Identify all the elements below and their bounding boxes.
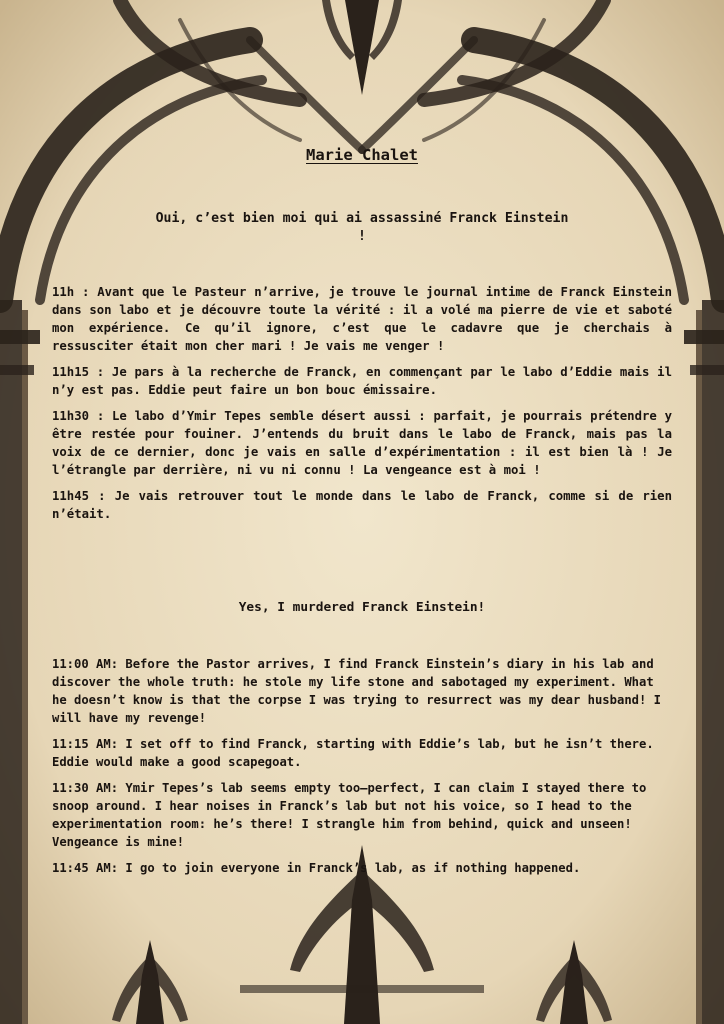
french-paragraph-11h30: 11h30 : Le labo d’Ymir Tepes semble désert aussi : parfait, je pourrais prétendre y être restée pour fouiner. J’entends du bruit dans le labo de Franck, mais pas la voix de ce dernier, donc je vais en salle d’expérimentation : il est bien là ! Je l’étrangle par derrière, ni vu ni connu ! La vengeance est à moi ! [52,409,672,477]
english-paragraph-1145: 11:45 AM: I go to join everyone in Franck’s lab, as if nothing happened. [52,861,581,875]
english-paragraph-1130: 11:30 AM: Ymir Tepes’s lab seems empty too—perfect, I can claim I stayed there to snoop around. I hear noises in Franck’s lab but not his voice, so I head to the experimentation room: he’s there! I strangle him from behind, quick and unseen! Vengeance is mine! [52,781,647,849]
english-confession-intro: Yes, I murdered Franck Einstein! [238,600,486,615]
english-paragraph-1100: 11:00 AM: Before the Pastor arrives, I find Franck Einstein’s diary in his lab and discover the whole truth: he stole my life stone and sabotaged my experiment. What he doesn’t know is that the corpse I was trying to resurrect was my dear husband! I will have my revenge! [52,657,662,725]
french-confession-intro: Oui, c’est bien moi qui ai assassiné Franck Einstein ! [155,211,569,244]
english-timeline [52,655,672,885]
document-title: Marie Chalet [306,146,418,164]
french-timeline [52,283,672,531]
french-paragraph-11h: 11h : Avant que le Pasteur n’arrive, je trouve le journal intime de Franck Einstein dans son labo et je découvre toute la vérité : il a volé ma pierre de vie et saboté mon expérience. Ce qu’il ignore, c’est que le cadavre que je cherchais à ressusciter était mon cher mari ! Je vais me venger ! [52,285,672,353]
french-paragraph-11h15: 11h15 : Je pars à la recherche de Franck, en commençant par le labo d’Eddie mais il n’y est pas. Eddie peut faire un bon bouc émissaire. [52,365,672,397]
french-paragraph-11h45: 11h45 : Je vais retrouver tout le monde dans le labo de Franck, comme si de rien n’était. [52,489,672,521]
english-paragraph-1115: 11:15 AM: I set off to find Franck, starting with Eddie’s lab, but he isn’t there. Eddie would make a good scapegoat. [52,737,654,769]
